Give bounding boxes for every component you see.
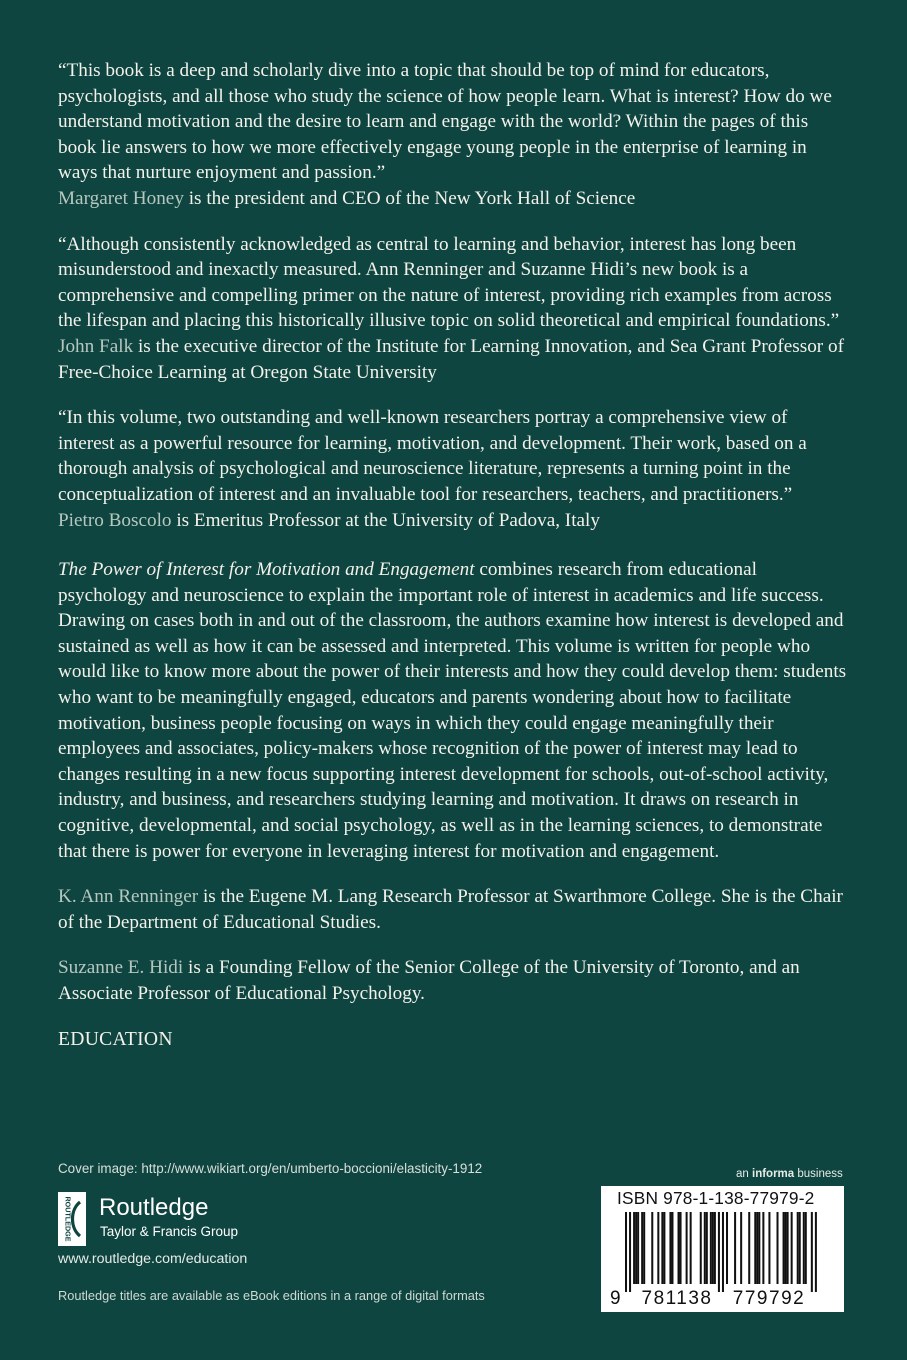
barcode-bar [657, 1212, 659, 1284]
barcode-left-digits: 781138 [641, 1288, 713, 1309]
isbn-barcode [601, 1186, 844, 1312]
author-bio-2 [58, 955, 848, 1006]
barcode-bar [641, 1212, 643, 1284]
informa-brand: informa [752, 1168, 795, 1180]
barcode-bar [714, 1212, 716, 1284]
barcode-bar [722, 1212, 724, 1292]
publisher-website[interactable]: www.routledge.com/education [58, 1251, 248, 1267]
barcode-bar [633, 1212, 635, 1284]
barcode-bar [777, 1212, 779, 1284]
isbn-label: ISBN 978-1-138-77979-2 [617, 1188, 815, 1208]
barcode-bar [704, 1212, 706, 1284]
logo-mark-text: ROUTLEDGE [63, 1196, 73, 1242]
barcode-bar [799, 1212, 801, 1284]
endorsement-text: “Although consistently acknowledged as central to learning and behavior, interest has long been misunderstood and inexactly measured. Ann Renninger and Suzanne Hidi’s new book is a comprehensive and compelling primer on the nature of interest, providing rich examples from across the lifespan and placing this historically illusive topic on solid theoretical and empirical foundations.” [58, 233, 840, 332]
book-title: The Power of Interest for Motivation and Engagement [58, 559, 475, 581]
barcode-bar [734, 1212, 736, 1284]
barcode-bar [625, 1212, 627, 1292]
barcode-graphic [601, 1186, 844, 1312]
barcode-bar [740, 1212, 742, 1284]
barcode-bar [661, 1212, 663, 1284]
back-cover-text [58, 58, 848, 1052]
endorser-role: is the president and CEO of the New York Hall of Science [183, 187, 636, 209]
barcode-bar [783, 1212, 785, 1284]
barcode-bar [663, 1212, 665, 1284]
author-bio-1 [58, 884, 848, 935]
barcode-bar [629, 1212, 631, 1292]
endorser-name: Margaret Honey [58, 187, 184, 209]
barcode-bar [768, 1212, 770, 1284]
informa-prefix: an [736, 1168, 752, 1180]
barcode-bar [710, 1212, 712, 1284]
endorsement-attribution [58, 334, 848, 385]
cover-image-credit: Cover image: http://www.wikiart.org/en/umberto-boccioni/elasticity-1912 [58, 1161, 483, 1176]
barcode-bar [787, 1212, 789, 1284]
endorser-role: is the executive director of the Institute for Learning Innovation, and Sea Grant Professor of Free-Choice Learning at Oregon State University [58, 335, 844, 383]
barcode-first-digit: 9 [610, 1288, 621, 1309]
barcode-bar [706, 1212, 708, 1284]
barcode-right-digits: 779792 [732, 1288, 806, 1309]
publisher-name: Routledge [99, 1194, 209, 1221]
routledge-mark-icon [58, 1192, 86, 1246]
barcode-bar [678, 1212, 680, 1284]
barcode-bar [791, 1212, 793, 1284]
subject-category: EDUCATION [58, 1028, 173, 1050]
endorser-role: is Emeritus Professor at the University of Padova, Italy [171, 509, 600, 531]
endorsement-2 [58, 232, 848, 386]
endorsement-3 [58, 405, 848, 533]
endorsement-1 [58, 58, 848, 212]
informa-suffix: business [794, 1168, 843, 1180]
barcode-bar [712, 1212, 714, 1284]
barcode-bar [643, 1212, 645, 1284]
author-bio-text: is the Eugene M. Lang Research Professor at Swarthmore College. She is the Chair of the Department of Educational Studies. [58, 886, 843, 933]
endorsement-text: “In this volume, two outstanding and well-known researchers portray a comprehensive view of interest as a powerful resource for learning, motivation, and development. Their work, based on a thorough analysis of psychological and neuroscience literature, represents a turning point in the conceptualization of interest and an invaluable tool for researchers, teachers, and practitioners.” [58, 407, 807, 505]
endorser-name: Pietro Boscolo [58, 509, 172, 531]
author-name: K. Ann Renninger [58, 886, 199, 908]
barcode-bar [726, 1212, 728, 1284]
barcode-bar [815, 1212, 817, 1292]
barcode-bar [756, 1212, 758, 1284]
barcode-bar [651, 1212, 653, 1284]
barcode-bar [797, 1212, 799, 1284]
barcode-bar [805, 1212, 807, 1284]
publisher-group: Taylor & Francis Group [100, 1224, 239, 1239]
barcode-bar [754, 1212, 756, 1284]
barcode-bar [758, 1212, 760, 1284]
book-description [58, 557, 848, 864]
barcode-bar [785, 1212, 787, 1284]
author-bio-text: is a Founding Fellow of the Senior College of the University of Toronto, and an Associate Professor of Educational Psychology. [58, 957, 800, 1004]
ebook-note: Routledge titles are available as eBook editions in a range of digital formats [58, 1288, 485, 1303]
barcode-bar [669, 1212, 671, 1284]
barcode-bar [680, 1212, 682, 1284]
description-text: combines research from educational psychology and neuroscience to explain the important role of interest in academics and life success. Drawing on cases both in and out of the classroom, the authors examine how interest is developed and sustained as well as how it can be assessed and interpreted. This volume is written for people who would like to know more about the power of their interests and how they could develop them: students who want to be meaningfully engaged, educators and parents wondering about how to facilitate motivation, business people focusing on ways in which they could engage meaningfully their employees and associates, policy-makers whose recognition of the power of interest may lead to changes resulting in a new focus supporting interest development for schools, out-of-school activity, industry, and business, and researchers studying learning and motivation. It draws on research in cognitive, developmental, and social psychology, as well as in the learning sciences, to demonstrate that there is power for everyone in leveraging interest for motivation and engagement. [58, 559, 847, 862]
barcode-bar [748, 1212, 750, 1284]
barcode-bar [671, 1212, 673, 1284]
endorsement-text: “This book is a deep and scholarly dive into a topic that should be top of mind for educators, psychologists, and all those who study the science of how people learn. What is interest? How do we understand motivation and the desire to learn and engage with the world? Within the pages of this book lie answers to how we more effectively engage young people in the enterprise of learning in ways that nurture enjoyment and passion.” [58, 60, 832, 184]
barcode-bar [690, 1212, 692, 1284]
barcode-bar [811, 1212, 813, 1292]
informa-business-label [736, 1168, 843, 1180]
barcode-bar [637, 1212, 639, 1284]
endorsement-attribution [58, 186, 848, 212]
endorser-name: John Falk [58, 335, 134, 357]
endorsement-attribution [58, 508, 848, 534]
barcode-bar [718, 1212, 720, 1292]
barcode-bars [625, 1212, 817, 1292]
barcode-bar [635, 1212, 637, 1284]
routledge-logo [58, 1192, 358, 1246]
barcode-bar [762, 1212, 764, 1284]
barcode-bar [803, 1212, 805, 1284]
barcode-bar [700, 1212, 702, 1284]
barcode-bar [686, 1212, 688, 1284]
author-name: Suzanne E. Hidi [58, 957, 184, 979]
